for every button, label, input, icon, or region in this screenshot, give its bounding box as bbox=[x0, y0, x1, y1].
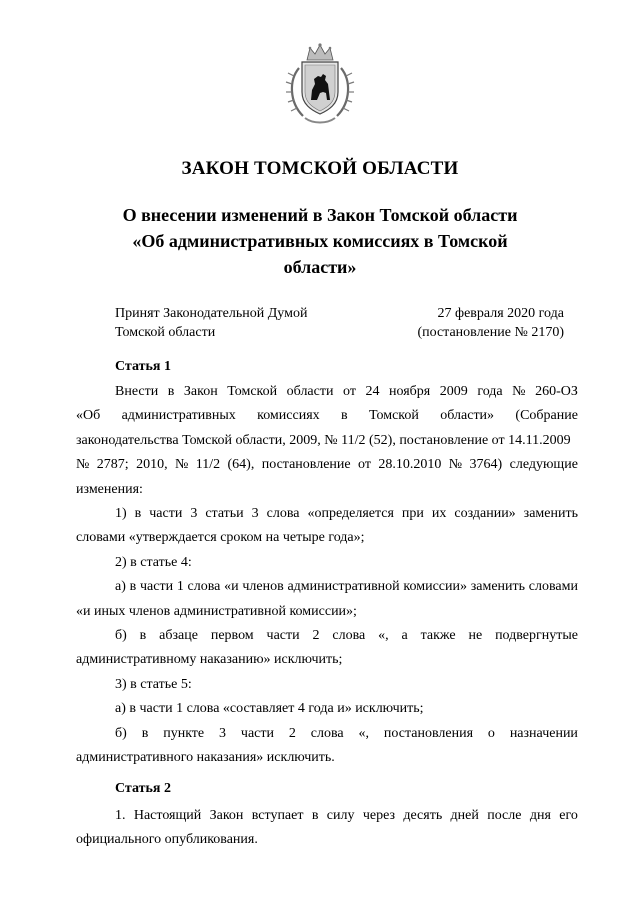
word: в bbox=[167, 384, 175, 399]
coat-of-arms-icon bbox=[285, 40, 355, 128]
word: а) bbox=[115, 579, 126, 595]
word: «, bbox=[378, 628, 389, 644]
word: «Об bbox=[76, 408, 101, 424]
word: а bbox=[401, 628, 408, 644]
word: 2 bbox=[288, 725, 296, 741]
word: от bbox=[358, 457, 371, 473]
word: Томской bbox=[227, 384, 278, 399]
word: 28.10.2010 bbox=[378, 457, 442, 473]
word: Закон bbox=[209, 808, 244, 823]
word: Настоящий bbox=[133, 808, 202, 823]
law-subtitle bbox=[120, 202, 520, 280]
word: части bbox=[149, 506, 183, 522]
word: комиссии» bbox=[403, 579, 467, 595]
word: года bbox=[477, 384, 503, 399]
word: административных bbox=[121, 408, 236, 424]
word: № bbox=[512, 384, 526, 399]
word: словами bbox=[528, 579, 578, 595]
word: «и bbox=[224, 579, 239, 595]
word: 3 bbox=[251, 506, 259, 522]
word: членов bbox=[242, 579, 284, 595]
word: слова bbox=[332, 628, 366, 644]
word: от bbox=[343, 384, 356, 399]
list-item-line: официального опубликования. bbox=[76, 832, 258, 848]
article-1-body bbox=[76, 380, 578, 771]
word: «, bbox=[358, 725, 370, 741]
word: дня bbox=[529, 808, 551, 823]
word: заменить bbox=[470, 579, 526, 595]
word: вступает bbox=[251, 808, 304, 823]
list-item-line: административному наказанию» исключить; bbox=[76, 652, 343, 668]
adoption-date bbox=[417, 304, 564, 342]
word: десять bbox=[403, 808, 443, 823]
list-item-line bbox=[76, 575, 578, 599]
word: части bbox=[266, 628, 300, 644]
word: 3764) bbox=[469, 457, 503, 473]
word: комиссиях bbox=[257, 408, 320, 424]
word: 2 bbox=[312, 628, 320, 644]
list-item-line bbox=[76, 502, 578, 526]
word: 24 bbox=[365, 384, 380, 399]
law-title: ЗАКОН ТОМСКОЙ ОБЛАСТИ bbox=[181, 158, 459, 179]
article-2-heading: Статья 2 bbox=[115, 781, 171, 796]
list-item: 3) в статье 5: bbox=[115, 676, 192, 692]
word: б) bbox=[115, 725, 127, 741]
paragraph-line bbox=[76, 453, 578, 477]
word: Томской bbox=[369, 408, 419, 424]
word: в bbox=[139, 628, 147, 644]
word: 1. bbox=[115, 808, 126, 823]
word: подвергнутые bbox=[495, 628, 578, 644]
adoption-body-line: Принят Законодательной Думой bbox=[115, 306, 308, 321]
word: 2010, bbox=[136, 457, 168, 473]
list-item-line bbox=[76, 804, 578, 828]
word: о bbox=[487, 725, 495, 741]
list-item-line bbox=[76, 624, 578, 648]
word: (64), bbox=[227, 457, 255, 473]
word: 1) bbox=[115, 506, 127, 522]
word: при bbox=[401, 506, 424, 522]
word: после bbox=[487, 808, 522, 823]
word: 2787; bbox=[96, 457, 129, 473]
word: б) bbox=[115, 628, 127, 644]
word: 2009 bbox=[439, 384, 468, 399]
word: пункте bbox=[163, 725, 205, 741]
subtitle-line: О внесении изменений в Закон Томской области bbox=[122, 205, 518, 225]
word: (Собрание bbox=[515, 408, 578, 424]
paragraph-line bbox=[76, 380, 578, 404]
adoption-body bbox=[115, 304, 307, 342]
word: силу bbox=[326, 808, 355, 823]
word: через bbox=[362, 808, 396, 823]
word: постановления bbox=[383, 725, 474, 741]
article-2-body bbox=[76, 804, 578, 853]
word: в bbox=[341, 408, 348, 424]
word: заменить bbox=[523, 506, 578, 522]
word: в bbox=[129, 579, 137, 595]
word: их bbox=[431, 506, 447, 522]
word: не bbox=[468, 628, 483, 644]
paragraph-line: законодательства Томской области, 2009, № 11/2 (52), постановление от 14.11.2009 bbox=[76, 432, 571, 448]
word: его bbox=[559, 808, 578, 823]
list-item: 2) в статье 4: bbox=[115, 554, 192, 570]
word: № bbox=[174, 457, 189, 473]
word: создании» bbox=[454, 506, 516, 522]
adoption-date-line: 27 февраля 2020 года bbox=[437, 306, 564, 321]
word: слова bbox=[187, 579, 221, 595]
word: № bbox=[76, 457, 90, 473]
adoption-resolution-line: (постановление № 2170) bbox=[417, 325, 564, 340]
word: постановление bbox=[261, 457, 351, 473]
word: административной bbox=[287, 579, 400, 595]
word: 1 bbox=[176, 579, 184, 595]
word: в bbox=[134, 506, 142, 522]
adoption-body-line: Томской области bbox=[115, 325, 216, 340]
word: части bbox=[139, 579, 174, 595]
article-1-heading: Статья 1 bbox=[115, 359, 171, 374]
word: 3 bbox=[219, 725, 227, 741]
paragraph-line bbox=[76, 404, 578, 428]
list-item: а) в части 1 слова «составляет 4 года и» исключить; bbox=[115, 701, 424, 717]
word: ноября bbox=[389, 384, 431, 399]
word: области bbox=[286, 384, 334, 399]
word: 11/2 bbox=[195, 457, 221, 473]
word: 3 bbox=[190, 506, 198, 522]
word: «определяется bbox=[307, 506, 394, 522]
word: области» bbox=[440, 408, 495, 424]
word: назначении bbox=[509, 725, 578, 741]
word: дней bbox=[450, 808, 479, 823]
list-item-line: административного наказания» исключить. bbox=[76, 750, 335, 766]
word: части bbox=[240, 725, 275, 741]
word: слова bbox=[310, 725, 344, 741]
list-item-line: «и иных членов административной комиссии»; bbox=[76, 603, 357, 619]
word: абзаце bbox=[159, 628, 198, 644]
word: № bbox=[448, 457, 463, 473]
list-item-line bbox=[76, 722, 578, 746]
word: в bbox=[311, 808, 319, 823]
word: статьи bbox=[205, 506, 244, 522]
word: Закон bbox=[183, 384, 218, 399]
word: также bbox=[420, 628, 456, 644]
word: Внести bbox=[115, 384, 159, 399]
word: 260-ОЗ bbox=[535, 384, 578, 399]
word: слова bbox=[266, 506, 300, 522]
word: в bbox=[141, 725, 149, 741]
subtitle-line: «Об административных комиссиях в Томской bbox=[132, 231, 508, 251]
word: первом bbox=[210, 628, 254, 644]
subtitle-line: области» bbox=[283, 257, 357, 277]
paragraph-line: изменения: bbox=[76, 481, 143, 497]
list-item-line: словами «утверждается сроком на четыре года»; bbox=[76, 530, 365, 546]
word: следующие bbox=[509, 457, 578, 473]
